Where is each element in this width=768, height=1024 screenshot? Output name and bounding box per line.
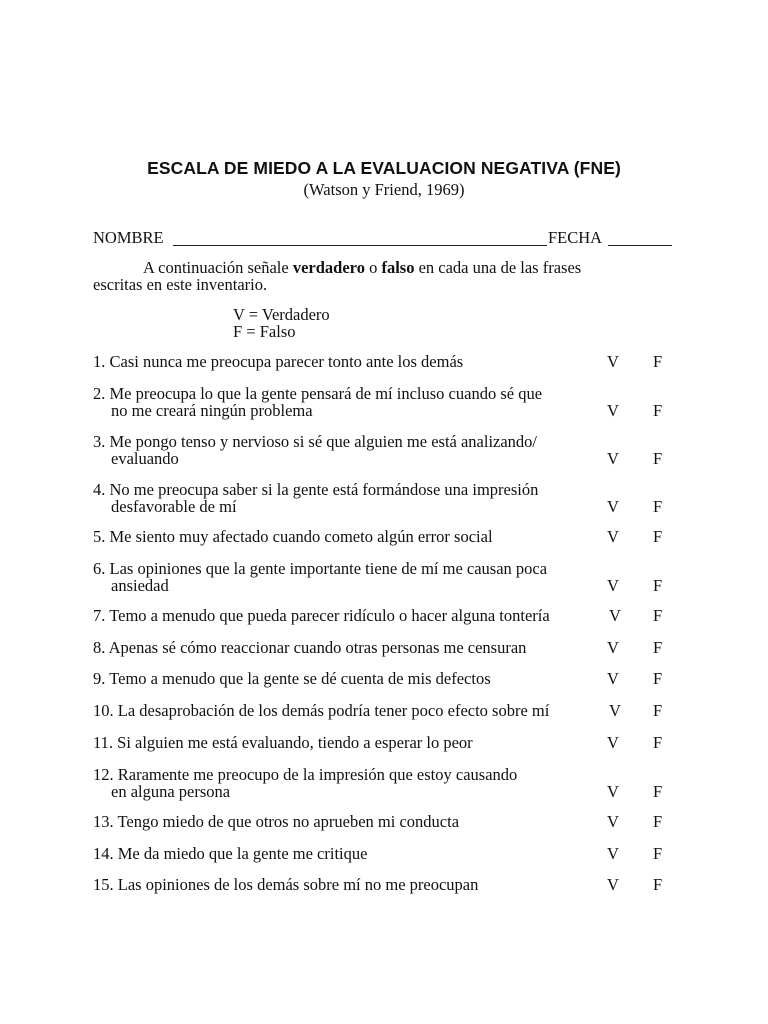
item-row: [93, 434, 673, 467]
item-number: 1.: [93, 352, 106, 371]
item-text-line-1: Me pongo tenso y nervioso si sé que alguien me está analizando/: [109, 432, 538, 451]
item-question: [93, 735, 603, 752]
item-question: [93, 814, 603, 831]
item-text-line-1: Casi nunca me preocupa parecer tonto ante los demás: [109, 352, 464, 371]
answer-true-option[interactable]: V: [607, 733, 619, 752]
answer-false-option[interactable]: F: [653, 496, 663, 516]
answer-false-option[interactable]: F: [653, 733, 663, 752]
item-number: 5.: [93, 527, 106, 546]
answer-false-option[interactable]: F: [653, 575, 663, 595]
item-text-line-1: Las opiniones de los demás sobre mí no me preocupan: [117, 875, 479, 894]
date-line[interactable]: [608, 245, 672, 246]
item-text: [93, 606, 550, 625]
name-label: NOMBRE: [93, 228, 164, 247]
item-row: [93, 814, 673, 831]
item-text-line-1: Me preocupa lo que la gente pensará de mí incluso cuando sé que: [109, 384, 543, 403]
item-row: [93, 735, 673, 752]
answer-false-option[interactable]: F: [653, 606, 663, 625]
item-text-line-2: ansiedad: [111, 575, 169, 595]
item-text: [93, 527, 493, 546]
item-question: [93, 877, 603, 894]
item-text-line-1: Si alguien me está evaluando, tiendo a esperar lo peor: [117, 733, 473, 752]
page-subtitle: (Watson y Friend, 1969): [303, 180, 465, 199]
date-label: FECHA: [548, 228, 603, 247]
answer-false-option[interactable]: F: [653, 448, 663, 468]
item-question: [93, 767, 603, 800]
item-text: [93, 844, 367, 863]
item-text-line-1: Me siento muy afectado cuando cometo algún error social: [109, 527, 493, 546]
instructions-line-1: A continuación señale verdadero o falso en cada una de las frases: [143, 258, 582, 277]
answer-true-option[interactable]: V: [607, 781, 619, 801]
item-text: [93, 875, 478, 894]
item-question: [93, 434, 603, 467]
item-question: [93, 354, 603, 371]
answer-true-option[interactable]: V: [607, 812, 619, 831]
answer-false-option[interactable]: F: [653, 844, 663, 863]
item-number: 10.: [93, 701, 114, 720]
item-text-line-1: Las opiniones que la gente importante tiene de mí me causan poca: [109, 559, 548, 578]
item-text-line-2: desfavorable de mí: [111, 496, 237, 516]
answer-false-option[interactable]: F: [653, 701, 663, 720]
item-row: [93, 767, 673, 800]
item-number: 11.: [93, 733, 114, 752]
item-text-line-1: Me da miedo que la gente me critique: [117, 844, 368, 863]
item-text-line-1: Temo a menudo que la gente se dé cuenta de mis defectos: [109, 669, 491, 688]
answer-false-option[interactable]: F: [653, 812, 663, 831]
item-text-line-2: no me creará ningún problema: [111, 400, 313, 420]
item-number: 13.: [93, 812, 114, 831]
item-row: [93, 671, 673, 688]
answer-legend: [233, 306, 330, 340]
item-number: 7.: [93, 606, 106, 625]
item-text-line-1: Raramente me preocupo de la impresión que estoy causando: [117, 765, 518, 784]
true-word: verdadero: [292, 258, 365, 277]
instructions-line-2: escritas en este inventario.: [93, 275, 268, 294]
item-question: [93, 846, 603, 863]
item-text-line-1: Temo a menudo que pueda parecer ridículo o hacer alguna tontería: [109, 606, 550, 625]
item-text-line-1: No me preocupa saber si la gente está formándose una impresión: [109, 480, 539, 499]
answer-true-option[interactable]: V: [607, 875, 619, 894]
item-number: 8.: [93, 638, 106, 657]
item-question: [93, 561, 603, 594]
answer-false-option[interactable]: F: [653, 352, 663, 371]
item-question: [93, 640, 603, 657]
item-number: 6.: [93, 559, 106, 578]
instructions: [93, 259, 653, 293]
answer-true-option[interactable]: V: [607, 575, 619, 595]
item-row: [93, 703, 673, 720]
item-number: 3.: [93, 432, 106, 451]
item-row: [93, 608, 673, 625]
item-row: [93, 482, 673, 515]
answer-false-option[interactable]: F: [653, 638, 663, 657]
item-text: [93, 733, 473, 752]
item-text-line-2: en alguna persona: [111, 781, 231, 801]
answer-false-option[interactable]: F: [653, 669, 663, 688]
item-row: [93, 354, 673, 371]
legend-false: F = Falso: [233, 322, 296, 341]
answer-false-option[interactable]: F: [653, 400, 663, 420]
answer-true-option[interactable]: V: [607, 527, 619, 546]
answer-true-option[interactable]: V: [609, 606, 621, 625]
false-word: falso: [381, 258, 415, 277]
answer-true-option[interactable]: V: [607, 400, 619, 420]
item-row: [93, 640, 673, 657]
item-row: [93, 386, 673, 419]
item-row: [93, 846, 673, 863]
answer-true-option[interactable]: V: [607, 844, 619, 863]
item-number: 14.: [93, 844, 114, 863]
item-question: [93, 703, 603, 720]
answer-true-option[interactable]: V: [607, 638, 619, 657]
page-title: ESCALA DE MIEDO A LA EVALUACION NEGATIVA (FNE): [147, 158, 621, 178]
answer-false-option[interactable]: F: [653, 781, 663, 801]
item-text: [93, 638, 526, 657]
item-text: [93, 352, 463, 371]
item-text: [93, 812, 459, 831]
answer-true-option[interactable]: V: [609, 701, 621, 720]
item-text: [93, 701, 549, 720]
item-number: 4.: [93, 480, 106, 499]
item-text-line-1: La desaprobación de los demás podría tener poco efecto sobre mí: [117, 701, 550, 720]
item-text-line-1: Tengo miedo de que otros no aprueben mi conducta: [117, 812, 460, 831]
item-question: [93, 671, 603, 688]
item-row: [93, 529, 673, 546]
item-row: [93, 561, 673, 594]
name-date-row: [93, 228, 673, 250]
item-question: [93, 482, 603, 515]
item-number: 12.: [93, 765, 114, 784]
answer-true-option[interactable]: V: [607, 448, 619, 468]
item-text-line-1: Apenas sé cómo reaccionar cuando otras personas me censuran: [108, 638, 527, 657]
item-question: [93, 529, 603, 546]
item-text-line-2: evaluando: [111, 448, 179, 468]
answer-false-option[interactable]: F: [653, 875, 663, 894]
answer-true-option[interactable]: V: [607, 669, 619, 688]
answer-true-option[interactable]: V: [607, 352, 619, 371]
item-question: [93, 608, 603, 625]
item-number: 2.: [93, 384, 106, 403]
answer-true-option[interactable]: V: [607, 496, 619, 516]
name-line[interactable]: [173, 245, 547, 246]
legend-true: V = Verdadero: [233, 305, 330, 324]
item-text: [93, 669, 491, 688]
item-question: [93, 386, 603, 419]
item-number: 9.: [93, 669, 106, 688]
item-number: 15.: [93, 875, 114, 894]
item-row: [93, 877, 673, 894]
answer-false-option[interactable]: F: [653, 527, 663, 546]
